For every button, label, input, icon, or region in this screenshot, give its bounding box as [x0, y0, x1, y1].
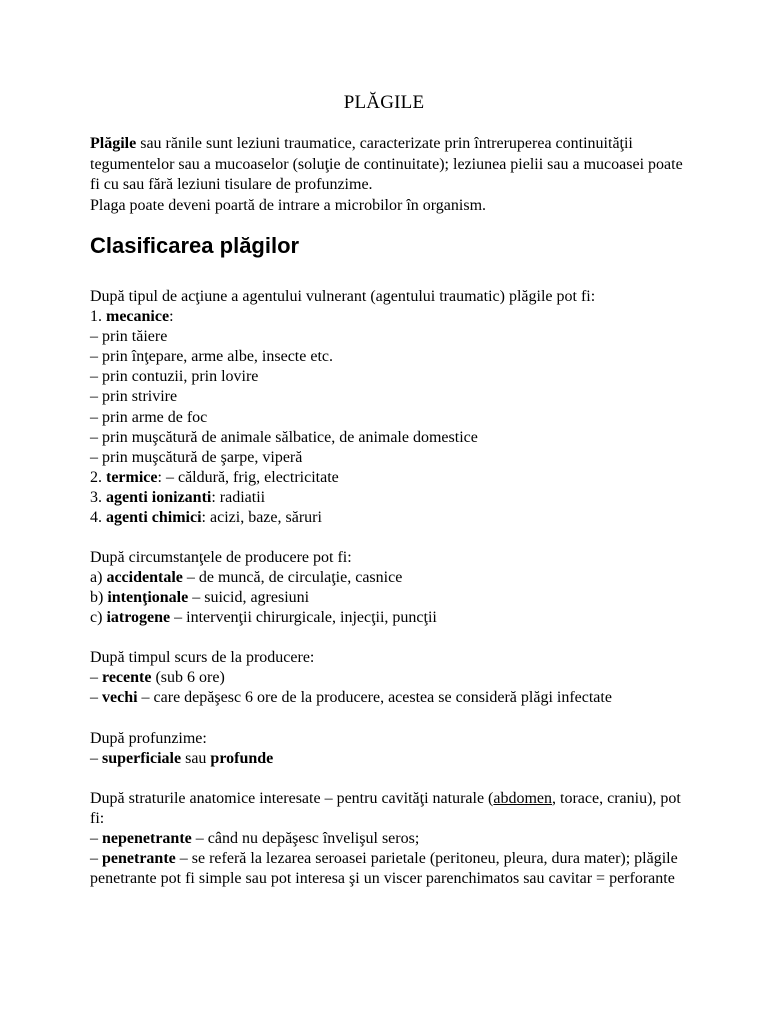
- intro-paragraph-1: [90, 134, 690, 196]
- section-depth: [90, 729, 690, 769]
- list-item: – vechi – care depăşesc 6 ore de la producere, acestea se consideră plăgi infectate: [90, 689, 612, 707]
- list-item: c) iatrogene – intervenţii chirurgicale, injecţii, puncţii: [90, 609, 437, 627]
- section-circumstances: [90, 548, 690, 628]
- list-item: b) intenţionale – suicid, agresiuni: [90, 589, 310, 607]
- list-item: – nepenetrante – când nu depăşesc învelişul seros;: [90, 830, 420, 848]
- list-subitem: – prin strivire: [90, 388, 178, 406]
- section-intro: După circumstanţele de producere pot fi:: [90, 549, 352, 566]
- intro-text: [90, 134, 690, 216]
- list-item: 2. termice: – căldură, frig, electricitate: [90, 468, 339, 486]
- list-item: – penetrante – se referă la lezarea seroasei parietale (peritoneu, pleura, dura mater); plăgile penetrante pot fi simple sau pot interesa şi un viscer parenchimatos sau cavitar = perforante: [90, 850, 678, 888]
- list-subitem: – prin înţepare, arme albe, insecte etc.: [90, 348, 333, 366]
- section-elapsed-time: [90, 648, 690, 708]
- section-type-of-action: [90, 287, 690, 528]
- list-subitem: – prin muşcătură de şarpe, viperă: [90, 448, 303, 466]
- section-intro: După straturile anatomice interesate – pentru cavităţi naturale (abdomen, torace, craniu), pot fi:: [90, 790, 681, 828]
- list-subitem: – prin tăiere: [90, 328, 168, 346]
- section-intro: După timpul scurs de la producere:: [90, 649, 315, 666]
- list-subitem: – prin arme de foc: [90, 408, 208, 426]
- section-heading: Clasificarea plăgilor: [90, 233, 300, 258]
- list-item: – superficiale sau profunde: [90, 750, 274, 768]
- intro-bold-term: Plăgile: [90, 135, 137, 152]
- list-item: 4. agenti chimici: acizi, baze, săruri: [90, 509, 322, 527]
- list-item: 3. agenti ionizanti: radiatii: [90, 488, 266, 506]
- page-title: PLĂGILE: [343, 92, 425, 113]
- list-item: – recente (sub 6 ore): [90, 669, 225, 687]
- intro-paragraph-2: Plaga poate deveni poartă de intrare a microbilor în organism.: [90, 196, 487, 214]
- section-anatomical-layers: [90, 789, 690, 889]
- list-subitem: – prin contuzii, prin lovire: [90, 368, 259, 386]
- section-intro: După profunzime:: [90, 730, 207, 747]
- list-item: a) accidentale – de muncă, de circulaţie, casnice: [90, 569, 403, 587]
- section-intro: După tipul de acţiune a agentului vulnerant (agentului traumatic) plăgile pot fi:: [90, 288, 596, 305]
- list-subitem: – prin muşcătură de animale sălbatice, de animale domestice: [90, 428, 478, 446]
- abdomen-link[interactable]: abdomen: [493, 790, 553, 807]
- list-item: 1. mecanice:: [90, 308, 174, 326]
- intro-paragraph-1-text: sau rănile sunt leziuni traumatice, caracterizate prin întreruperea continuităţii tegumentelor sau a mucoaselor (soluţie de continuitate); leziunea pielii sau a mucoasei poate fi cu sau fără leziuni tisulare de profunzime.: [90, 135, 683, 193]
